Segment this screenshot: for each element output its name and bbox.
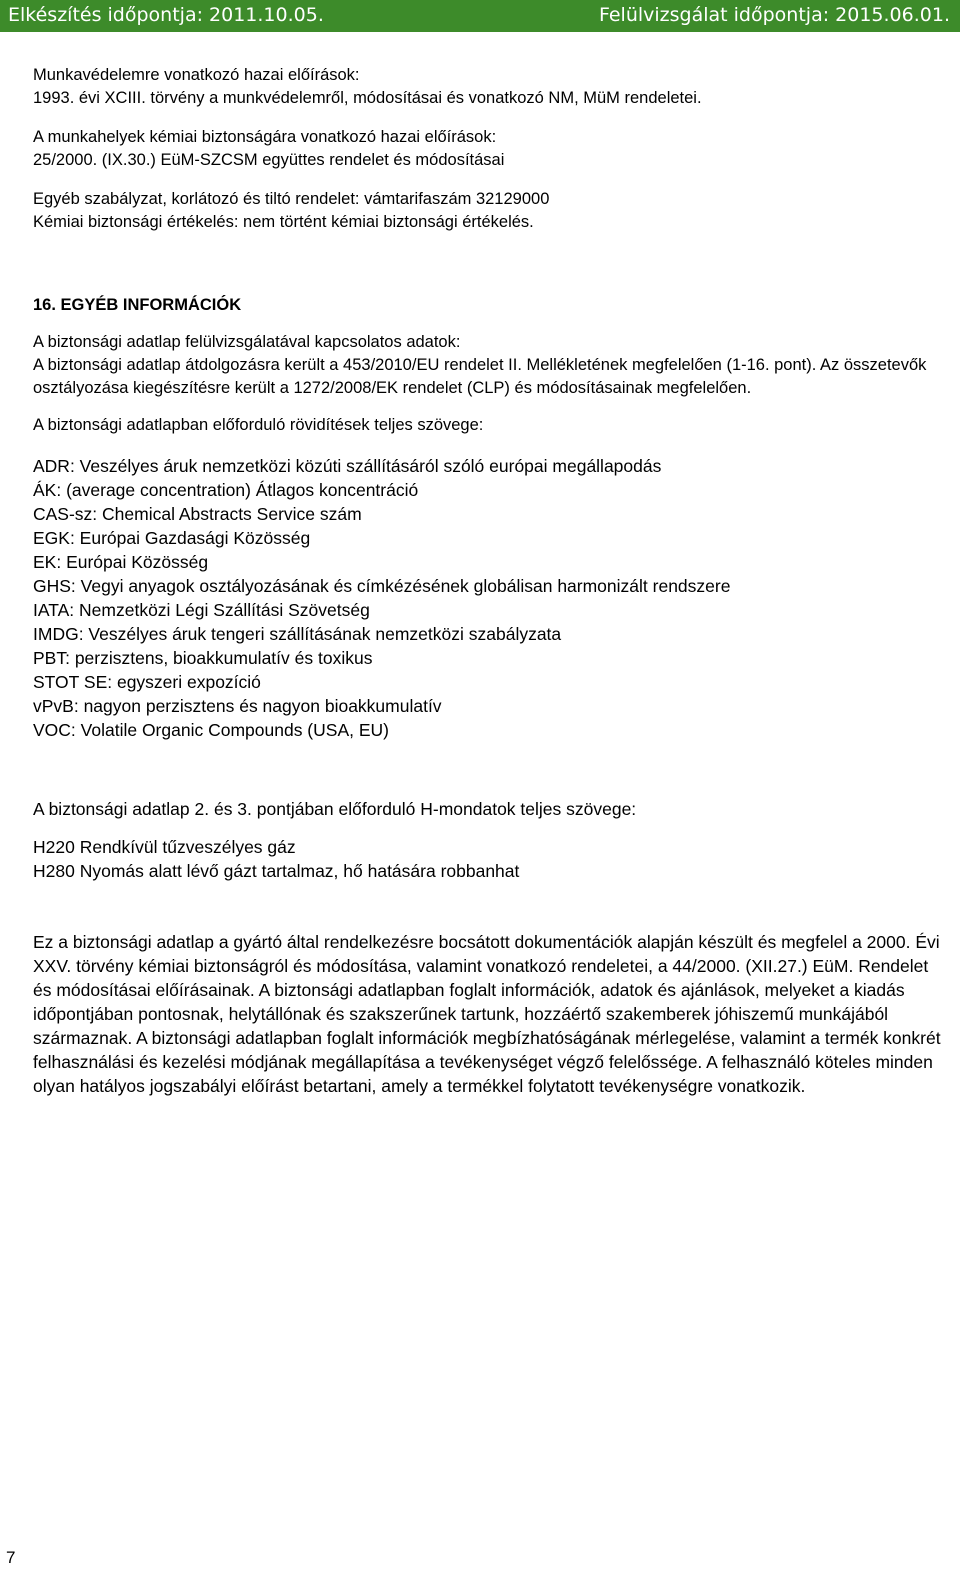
page-header <box>0 0 960 32</box>
list-item: ADR: Veszélyes áruk nemzetközi közúti szállításáról szóló európai megállapodás <box>33 456 662 476</box>
regulations-block <box>33 64 948 234</box>
list-item: STOT SE: egyszeri expozíció <box>33 672 261 692</box>
list-item: PBT: perzisztens, bioakkumulatív és toxikus <box>33 648 373 668</box>
document-body <box>33 64 948 1098</box>
page-number: 7 <box>6 1548 16 1567</box>
h-statement: H280 Nyomás alatt lévő gázt tartalmaz, hő hatására robbanhat <box>33 861 520 881</box>
list-item: GHS: Vegyi anyagok osztályozásának és címkézésének globálisan harmonizált rendszere <box>33 576 731 596</box>
disclaimer-text: Ez a biztonsági adatlap a gyártó által rendelkezésre bocsátott dokumentációk alapján készült és megfelel a 2000. Évi XXV. törvény kémiai biztonságról és módosítása, valamint vonatkozó rendeletei, a 44/2000. (XII.27.) EüM. Rendelet és módosításai előírásainak. A biztonsági adatlapban foglalt információk, adatok és ajánlások, melyeket a kiadás időpontjában pontosnak, helytállónak és szakszerűnek tartunk, hozzáértő szakemberek jóhiszemű munkájából származnak. A biztonsági adatlapban foglalt információk megbízhatóságának mérlegelése, valamint a termék konkrét felhasználási és kezelési módjának megállapítása a tevékenységet végző felelőssége. A felhasználó köteles minden olyan hatályos jogszabályi előírást betartani, amely a termékkel folytatott tevékenységre vonatkozik. <box>33 932 941 1096</box>
h-statements-intro: A biztonsági adatlap 2. és 3. pontjában előforduló H-mondatok teljes szövege: <box>33 799 637 819</box>
h-statement: H220 Rendkívül tűzveszélyes gáz <box>33 837 296 857</box>
list-item: CAS-sz: Chemical Abstracts Service szám <box>33 504 362 524</box>
review-title: A biztonsági adatlap felülvizsgálatával kapcsolatos adatok: <box>33 333 461 351</box>
review-text: A biztonsági adatlap átdolgozásra került a 453/2010/EU rendelet II. Mellékletének megfelelően (1-16. pont). Az összetevők osztályozása kiegészítésre került a 1272/2008/EK rendelet (CLP) és módosításainak megfelelően. <box>33 356 927 397</box>
abbreviations-intro: A biztonsági adatlapban előforduló rövidítések teljes szövege: <box>33 416 484 434</box>
list-item: VOC: Volatile Organic Compounds (USA, EU) <box>33 720 389 740</box>
chem-assessment: Kémiai biztonsági értékelés: nem történt kémiai biztonsági értékelés. <box>33 213 534 231</box>
revised-date: Felülvizsgálat időpontja: 2015.06.01. <box>598 4 950 26</box>
labor-regulations-title: Munkavédelemre vonatkozó hazai előírások: <box>33 66 360 84</box>
list-item: IATA: Nemzetközi Légi Szállítási Szövetség <box>33 600 370 620</box>
prepared-date: Elkészítés időpontja: 2011.10.05. <box>8 4 324 26</box>
chem-safety-title: A munkahelyek kémiai biztonságára vonatkozó hazai előírások: <box>33 128 497 146</box>
abbreviation-list <box>33 454 948 1098</box>
list-item: vPvB: nagyon perzisztens és nagyon bioakkumulatív <box>33 696 442 716</box>
chem-safety-text: 25/2000. (IX.30.) EüM-SZCSM együttes rendelet és módosításai <box>33 151 505 169</box>
list-item: EGK: Európai Gazdasági Közösség <box>33 528 311 548</box>
labor-regulations-text: 1993. évi XCIII. törvény a munkvédelemről, módosításai és vonatkozó NM, MüM rendeletei. <box>33 89 702 107</box>
other-regulation: Egyéb szabályzat, korlátozó és tiltó rendelet: vámtarifaszám 32129000 <box>33 190 550 208</box>
list-item: IMDG: Veszélyes áruk tengeri szállításának nemzetközi szabályzata <box>33 624 562 644</box>
list-item: ÁK: (average concentration) Átlagos koncentráció <box>33 480 419 500</box>
section-16-heading: 16. EGYÉB INFORMÁCIÓK <box>33 296 242 314</box>
review-block <box>33 331 948 437</box>
list-item: EK: Európai Közösség <box>33 552 209 572</box>
